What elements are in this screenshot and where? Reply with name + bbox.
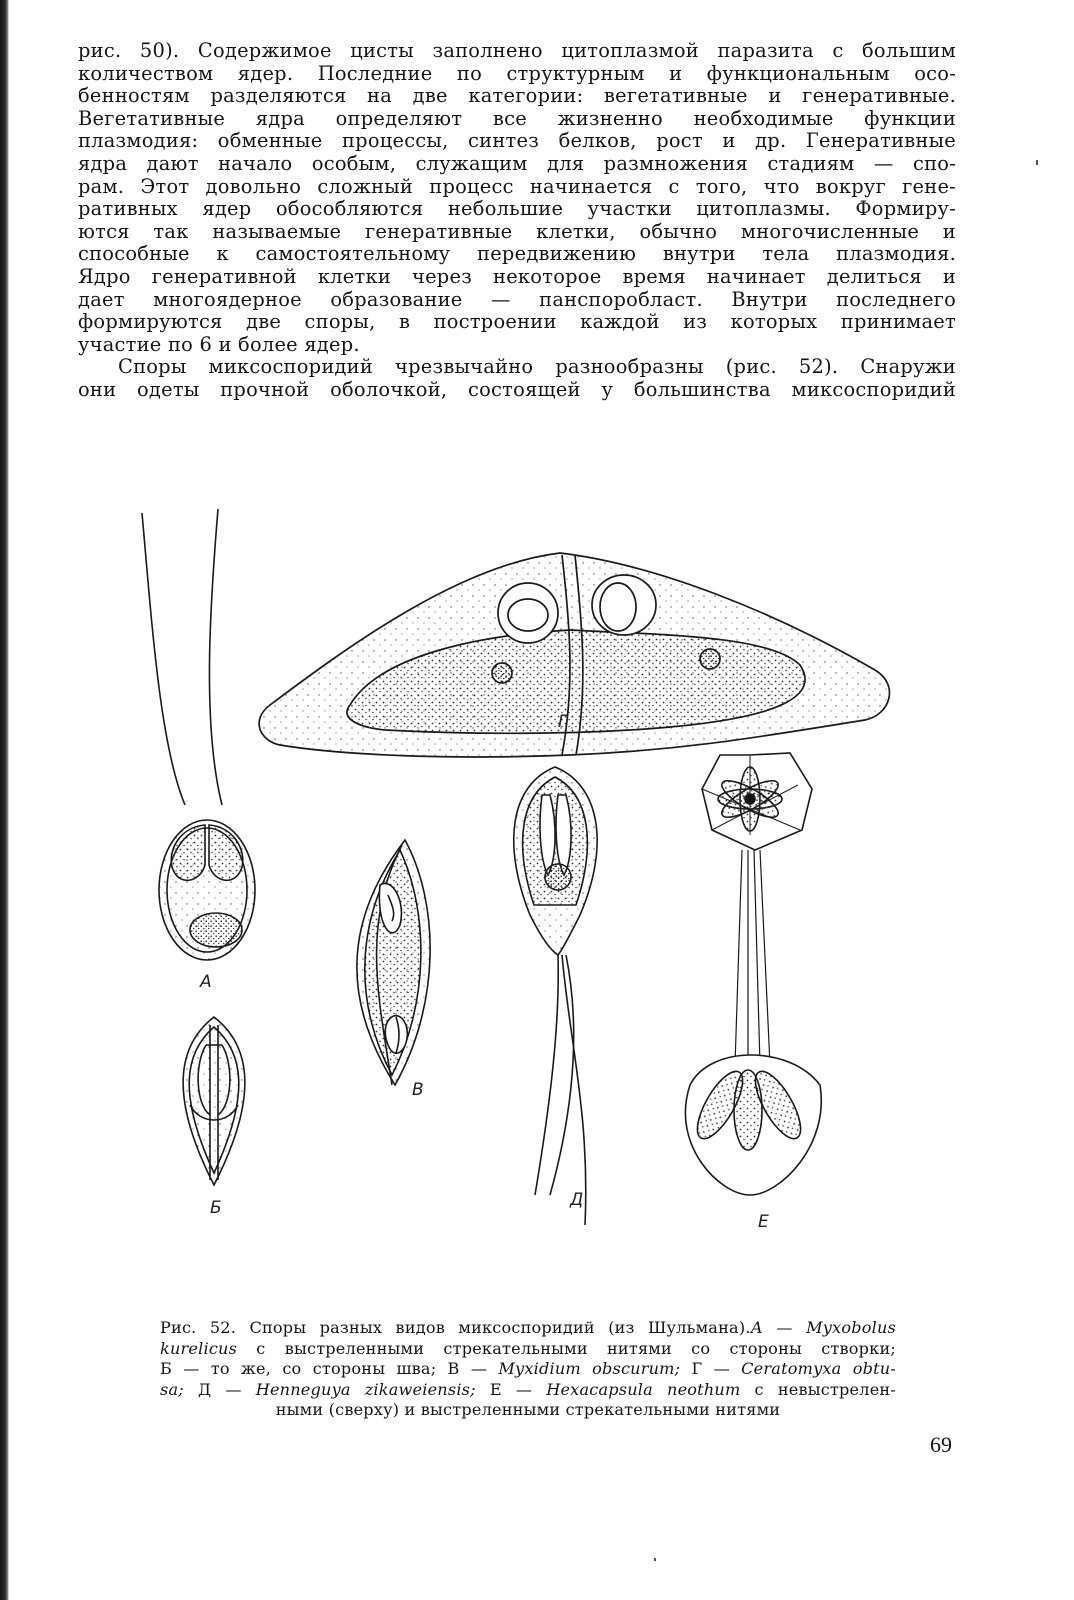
spore-g-ceratomyxa-obtusa [259, 553, 889, 757]
text-line: ративных ядер обособляются небольшие участки цитоплазмы. Формиру- [78, 197, 956, 221]
text-line: они одеты прочной оболочкой, состоящей у большинства миксоспоридий [78, 377, 956, 401]
text-line: Вегетативные ядра определяют все жизненно необходимые функции [78, 106, 956, 130]
caption-text: Б — то же, со стороны шва; В — [160, 1359, 499, 1378]
species-name: kurelicus [160, 1338, 238, 1358]
species-name: Ceratomyxa obtu- [741, 1359, 896, 1378]
text-line: дает многоядерное образование — панспоробласт. Внутри последнего [78, 287, 956, 311]
caption-line: ными (сверху) и выстреленными стрекательными нитями [275, 1400, 781, 1419]
figure-52-myxosporidian-spores [130, 505, 960, 1305]
caption-line [160, 1359, 896, 1380]
caption-text: с выстреленными стрекательными нитями со стороны створки; [237, 1338, 896, 1358]
species-name: Myxidium obscurum; [498, 1359, 681, 1378]
caption-text: А — [750, 1318, 807, 1337]
caption-line [160, 1318, 896, 1339]
text-line: ются так называемые генеративные клетки, обычно многочисленные и [78, 219, 956, 243]
label-g: Г [558, 712, 568, 732]
paragraph-start-line: Споры миксоспоридий чрезвычайно разнообразны (рис. 52). Снаружи [118, 355, 956, 379]
species-name: Myxobolus [806, 1318, 896, 1337]
species-name: sa; [160, 1379, 184, 1399]
text-line: количеством ядер. Последние по структурным и функциональным осо- [78, 61, 956, 85]
label-e: Е [758, 1212, 769, 1232]
caption-text: Д — [183, 1379, 256, 1399]
spore-e-hexacapsula-neothum [685, 753, 821, 1195]
scan-speck [1036, 160, 1038, 165]
scan-speck [654, 1558, 656, 1561]
text-line: формируются две споры, в построении каждой из которых принимает [78, 310, 956, 334]
species-name: Henneguya zikaweiensis; [255, 1379, 476, 1399]
label-v: В [412, 1080, 424, 1100]
label-a: А [200, 972, 212, 992]
caption-text: с невыстрелен- [740, 1379, 896, 1399]
text-line: рам. Этот довольно сложный процесс начинается с того, что вокруг гене- [78, 174, 956, 198]
page-number: 69 [930, 1432, 952, 1457]
figure-caption [160, 1318, 896, 1421]
caption-text: Г — [680, 1359, 742, 1378]
text-line: участие по 6 и более ядер. [78, 332, 360, 356]
caption-text: Рис. 52. Споры разных видов миксоспоридий (из Шульмана). [160, 1318, 751, 1337]
text-line: ядра дают начало особым, служащим для размножения стадиям — спо- [78, 151, 956, 175]
book-spine-shadow [0, 0, 9, 1600]
label-d: Д [570, 1190, 584, 1210]
text-line: способные к самостоятельному передвижению внутри тела плазмодия. [78, 242, 956, 266]
body-text [78, 40, 956, 402]
text-line: плазмодия: обменные процессы, синтез белков, рост и др. Генеративные [78, 129, 956, 153]
caption-line [160, 1380, 896, 1401]
text-line: рис. 50). Содержимое цисты заполнено цитоплазмой паразита с большим [78, 39, 956, 62]
spore-v-myxidium-obscurum [357, 840, 430, 1085]
caption-line [160, 1339, 896, 1360]
spore-d-henneguya-zikaweiensis [514, 767, 597, 1225]
caption-text: Е — [475, 1379, 547, 1399]
text-line: бенностям разделяются на две категории: вегетативные и генеративные. [78, 84, 956, 108]
label-b: Б [210, 1198, 222, 1218]
spore-a-myxobolus [142, 509, 255, 960]
spore-b-myxobolus-suture-view [183, 1017, 245, 1185]
text-line: Ядро генеративной клетки через некоторое время начинает делиться и [78, 264, 956, 288]
species-name: Hexacapsula neothum [546, 1379, 741, 1399]
